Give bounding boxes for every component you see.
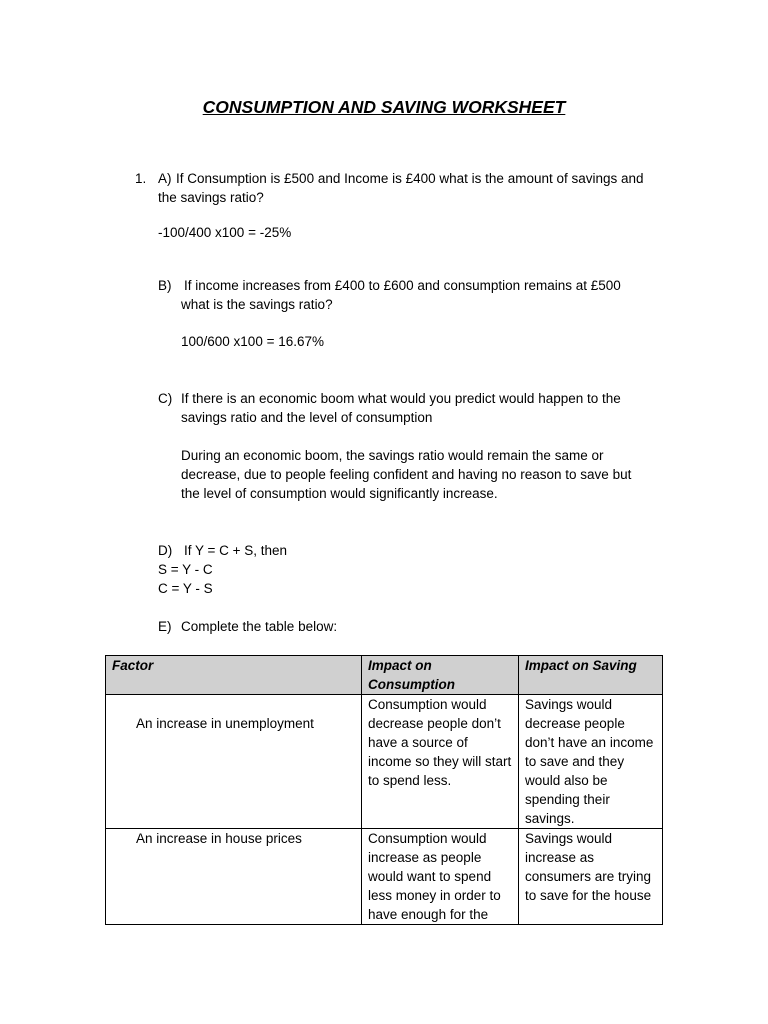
answer-c-line: the level of consumption would significantly increase. — [181, 486, 498, 501]
answer-a: -100/400 x100 = -25% — [158, 225, 292, 240]
table-cell-consumption: Consumption would decrease people don’t have a source of income so they will start to spend less. — [362, 695, 519, 829]
table-cell-saving: Savings would decrease people don’t have an income to save and they would also be spending their savings. — [519, 695, 663, 829]
question-b-text: If income increases from £400 to £600 and consumption remains at £500 — [184, 278, 621, 293]
question-d-text: If Y = C + S, then — [184, 543, 288, 558]
table-header-consumption: Impact on Consumption — [362, 656, 519, 695]
page-title: CONSUMPTION AND SAVING WORKSHEET — [202, 97, 566, 117]
table-cell-factor: An increase in unemployment — [106, 695, 362, 829]
table-header-saving: Impact on Saving — [519, 656, 663, 695]
question-c-text: If there is an economic boom what would you predict would happen to the — [181, 391, 621, 406]
table-cell-factor: An increase in house prices — [106, 829, 362, 925]
answer-b: 100/600 x100 = 16.67% — [181, 334, 324, 349]
table-cell-consumption: Consumption would increase as people would want to spend less money in order to have enough for the — [362, 829, 519, 925]
question-b-label: B) — [158, 278, 172, 293]
question-b-text-cont: what is the savings ratio? — [181, 297, 333, 312]
table-cell-saving: Savings would increase as consumers are trying to save for the house — [519, 829, 663, 925]
question-d-label: D) — [158, 543, 173, 558]
question-a-text: If Consumption is £500 and Income is £400 what is the amount of savings and — [176, 171, 644, 186]
factors-table — [105, 655, 663, 925]
table-row — [106, 695, 663, 829]
question-e-text: Complete the table below: — [181, 619, 338, 634]
table-row — [106, 829, 663, 925]
question-d-equation: C = Y - S — [158, 581, 213, 596]
question-e-label: E) — [158, 619, 172, 634]
question-c-label: C) — [158, 391, 173, 406]
question-a-text-cont: the savings ratio? — [158, 190, 264, 205]
question-a-label: A) — [158, 171, 172, 186]
question-d-equation: S = Y - C — [158, 562, 213, 577]
question-c-text-cont: savings ratio and the level of consumption — [181, 410, 433, 425]
answer-c-line: decrease, due to people feeling confident and having no reason to save but — [181, 467, 632, 482]
answer-c-line: During an economic boom, the savings ratio would remain the same or — [181, 448, 604, 463]
question-number: 1. — [135, 171, 147, 186]
table-header-row — [106, 656, 663, 695]
table-header-factor: Factor — [106, 656, 362, 695]
